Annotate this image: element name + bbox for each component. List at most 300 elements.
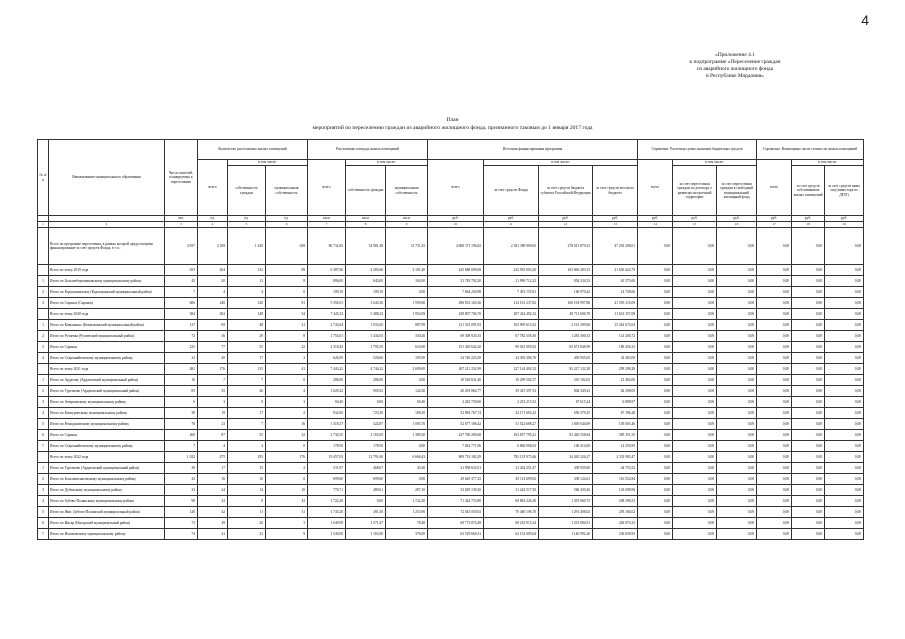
group-area: Расселяемая площадь жилых помещений	[308, 140, 428, 160]
value-cell: 0,00	[717, 441, 757, 452]
value-cell: 12 791,60	[346, 452, 386, 463]
value-cell: 10 299 502,57	[484, 375, 539, 386]
value-cell: 82 227 122,28	[539, 364, 593, 375]
table-row	[38, 364, 864, 375]
value-cell: 626,50	[308, 353, 346, 364]
value-cell: 0,00	[673, 529, 717, 540]
col-ref1-a: за счет переселения граждан по договору о развитии застроенной территории	[673, 166, 717, 216]
value-cell: 0,00	[638, 342, 673, 353]
row-number-cell	[38, 452, 49, 463]
value-cell: 0,00	[717, 485, 757, 496]
value-cell: 0,00	[792, 228, 825, 265]
value-cell: 43	[165, 474, 198, 485]
value-cell: 29 114 699,92	[484, 474, 539, 485]
value-cell: 0,00	[757, 320, 792, 331]
value-cell: 1 353 960,75	[539, 496, 593, 507]
value-cell: 5 488,23	[346, 309, 386, 320]
value-cell: 1 005,70	[386, 419, 428, 430]
unit-cell: руб.	[673, 216, 717, 222]
value-cell: 7 445,32	[308, 309, 346, 320]
municipality-cell: Итого по Рузаевка (Рузаевский муниципальный район)	[49, 331, 165, 342]
value-cell: 0,00	[825, 342, 864, 353]
value-cell: 2 734,55	[308, 430, 346, 441]
value-cell: 425 688 009,69	[428, 265, 484, 276]
value-cell: 0,00	[638, 364, 673, 375]
value-cell: 0,00	[825, 496, 864, 507]
value-cell: 0,00	[792, 386, 825, 397]
value-cell: 98	[165, 496, 198, 507]
value-cell: 32 171 692,23	[484, 408, 539, 419]
value-cell: 0,00	[825, 353, 864, 364]
value-cell: 0,00	[638, 474, 673, 485]
value-cell: 214 161 237,82	[484, 298, 539, 309]
value-cell: 0,00	[825, 276, 864, 287]
unit-cell: руб.	[484, 216, 539, 222]
value-cell: 653	[165, 265, 198, 276]
value-cell: 0,00	[825, 287, 864, 298]
value-cell: 39	[165, 463, 198, 474]
value-cell: 72	[165, 331, 198, 342]
value-cell: 639	[266, 228, 308, 265]
table-row	[38, 529, 864, 540]
value-cell: 0	[266, 287, 308, 298]
value-cell: 0,00	[386, 287, 428, 298]
value-cell: 0,00	[638, 518, 673, 529]
row-number-cell	[38, 364, 49, 375]
value-cell: 4	[198, 287, 228, 298]
value-cell: 1 022	[165, 452, 198, 463]
col-area-municipal: муниципальная собственность	[386, 166, 428, 216]
unit-cell: кв.м	[386, 216, 428, 222]
column-number-cell: 13	[593, 222, 638, 228]
value-cell: 0,00	[717, 496, 757, 507]
value-cell: 70 460 106,70	[484, 507, 539, 518]
column-number-cell: 7	[308, 222, 346, 228]
municipality-cell: Всего по этапу 2020 года	[49, 309, 165, 320]
value-cell: 6 387,06	[308, 265, 346, 276]
table-row	[38, 375, 864, 386]
value-cell: 0,00	[757, 507, 792, 518]
value-cell: 0,00	[717, 397, 757, 408]
value-cell: 0,00	[346, 496, 386, 507]
col-ref1-b: за счет переселения граждан в свободный муниципальный жилищный фонд	[717, 166, 757, 216]
value-cell: 0,00	[717, 463, 757, 474]
value-cell: 0,00	[638, 331, 673, 342]
value-cell: 78	[165, 419, 198, 430]
value-cell: 4	[228, 287, 266, 298]
value-cell: 0,00	[792, 265, 825, 276]
value-cell: 0,00	[717, 507, 757, 518]
value-cell: 299 298,28	[593, 364, 638, 375]
value-cell: 0,00	[757, 408, 792, 419]
value-cell: 0,00	[792, 496, 825, 507]
row-number-cell	[38, 309, 49, 320]
value-cell: 8	[266, 276, 308, 287]
value-cell: 0,00	[757, 430, 792, 441]
value-cell: 0,00	[638, 441, 673, 452]
table-row	[38, 331, 864, 342]
value-cell: 0,00	[825, 228, 864, 265]
value-cell: 3	[266, 353, 308, 364]
municipality-cell: Всего по этапу 2021 года	[49, 364, 165, 375]
value-cell: 6 666,43	[386, 452, 428, 463]
value-cell: 124,30	[386, 386, 428, 397]
value-cell: 21 482,00	[593, 375, 638, 386]
value-cell: 2 263 739,60	[428, 397, 484, 408]
value-cell: 0,00	[638, 419, 673, 430]
value-cell: 293	[228, 452, 266, 463]
value-cell: 49 711 606,78	[539, 309, 593, 320]
table-row	[38, 342, 864, 353]
value-cell: 0,00	[717, 518, 757, 529]
value-cell: 151 430 642,20	[428, 342, 484, 353]
municipality-cell: Итого по Ромодановскому муниципальному району	[49, 419, 165, 430]
municipality-cell: Всего по этапу 2019 года	[49, 265, 165, 276]
value-cell: 55	[228, 342, 266, 353]
value-cell: 1 389,30	[386, 430, 428, 441]
value-cell: 52 677 186,42	[428, 419, 484, 430]
value-cell: 0,00	[792, 331, 825, 342]
municipality-cell: Итого по Ардатову (Ардатовский муниципальный район)	[49, 375, 165, 386]
value-cell: 0,00	[825, 265, 864, 276]
table-row	[38, 287, 864, 298]
col-no: № п/п	[38, 140, 49, 216]
column-number-cell: 8	[346, 222, 386, 228]
value-cell: 143 698,90	[593, 485, 638, 496]
value-cell: 121 333 091,93	[428, 320, 484, 331]
value-cell: 0,00	[757, 452, 792, 463]
value-cell: 68 233 915,24	[484, 518, 539, 529]
unit-cell: ед.	[198, 216, 228, 222]
value-cell: 238 807 706,70	[428, 309, 484, 320]
value-cell: 7 664 250,98	[428, 287, 484, 298]
municipality-cell: Итого по Кочкуровскому муниципальному району	[49, 408, 165, 419]
column-number-cell: 9	[386, 222, 428, 228]
value-cell: 0,00	[717, 276, 757, 287]
value-cell: 31 751,35	[386, 228, 428, 265]
value-cell: 132	[228, 265, 266, 276]
value-cell: 1 939,60	[386, 298, 428, 309]
value-cell: 0,00	[757, 518, 792, 529]
value-cell: 71 424 753,80	[428, 496, 484, 507]
value-cell: 89	[266, 265, 308, 276]
value-cell: 439 959,06	[539, 463, 593, 474]
value-cell: 176	[198, 364, 228, 375]
table-row	[38, 419, 864, 430]
group-rooms: Количество расселяемых жилых помещений	[198, 140, 308, 160]
municipality-cell: Итого по Саранск	[49, 430, 165, 441]
value-cell: 227 124 492,32	[484, 364, 539, 375]
value-cell: 31 224 517,50	[484, 485, 539, 496]
value-cell: 74	[165, 529, 198, 540]
value-cell: 7	[228, 375, 266, 386]
value-cell: 656 379,25	[539, 408, 593, 419]
value-cell: 0,00	[673, 430, 717, 441]
value-cell: 1 745,20	[308, 507, 346, 518]
value-cell: 585 351,55	[593, 430, 638, 441]
value-cell: 286,00	[346, 375, 386, 386]
value-cell: 0,00	[757, 397, 792, 408]
unit-cell: руб.	[638, 216, 673, 222]
value-cell: 322,87	[346, 419, 386, 430]
value-cell: 0,00	[386, 441, 428, 452]
value-cell: 0,00	[825, 441, 864, 452]
value-cell: 0	[266, 441, 308, 452]
value-cell: 232 935 003,20	[484, 265, 539, 276]
table-row	[38, 518, 864, 529]
value-cell: 15	[228, 463, 266, 474]
value-cell: 0,00	[792, 320, 825, 331]
value-cell: 51 522 688,27	[484, 419, 539, 430]
value-cell: 73	[165, 518, 198, 529]
value-cell: 105 003,46	[593, 419, 638, 430]
value-cell: 0,00	[638, 463, 673, 474]
group-ref-compensation: Справочно: Возмещение части стоимости жилых помещений	[757, 140, 864, 160]
table-row	[38, 265, 864, 276]
value-cell: 16	[266, 419, 308, 430]
municipality-cell: Итого по Ковылкино (Ковылкинский муниципальный район)	[49, 320, 165, 331]
value-cell: 61 575,60	[593, 276, 638, 287]
value-cell: 267 211 232,99	[428, 364, 484, 375]
municipality-cell: Итого по Явас (Зубово-Полянский муниципальный район)	[49, 507, 165, 518]
column-number-cell: 11	[484, 222, 539, 228]
value-cell: 1 722,20	[308, 496, 346, 507]
value-cell: 0,00	[638, 386, 673, 397]
value-cell: 0,00	[825, 320, 864, 331]
value-cell: 2 165,05	[346, 430, 386, 441]
appendix-line: «Приложение 4.1	[715, 52, 755, 58]
unit-cell: кв.м	[346, 216, 386, 222]
value-cell: 0,00	[638, 320, 673, 331]
value-cell: 0,00	[757, 485, 792, 496]
value-cell: 0,00	[638, 430, 673, 441]
value-cell: 0,00	[717, 386, 757, 397]
row-number-cell	[38, 228, 49, 265]
table-row	[38, 408, 864, 419]
value-cell: 1 754,01	[308, 331, 346, 342]
value-cell: 468,67	[346, 463, 386, 474]
value-cell: 65 673 848,99	[539, 342, 593, 353]
value-cell: 165 066 283,53	[539, 265, 593, 276]
value-cell: 39	[165, 408, 198, 419]
value-cell: 0,00	[757, 364, 792, 375]
value-cell: 0,00	[717, 353, 757, 364]
value-cell: 4 068 371 196,82	[428, 228, 484, 265]
value-cell: 0,00	[825, 529, 864, 540]
row-number-cell: 3	[38, 485, 49, 496]
col-ref2-total: всего	[757, 160, 792, 216]
value-cell: 20	[198, 353, 228, 364]
value-cell: 0,00	[792, 287, 825, 298]
value-cell: 32	[165, 353, 198, 364]
value-cell: 0,00	[792, 507, 825, 518]
value-cell: 0,00	[638, 228, 673, 265]
value-cell: 264	[198, 265, 228, 276]
value-cell: 2 743,64	[308, 320, 346, 331]
value-cell: 0,00	[825, 309, 864, 320]
value-cell: 120	[228, 298, 266, 309]
value-cell: 0,00	[825, 364, 864, 375]
ref1-in-number: в том числе:	[673, 160, 757, 166]
value-cell: 287,10	[386, 485, 428, 496]
value-cell: 44 753,52	[593, 463, 638, 474]
value-cell: 2 381 389 909,65	[484, 228, 539, 265]
row-number-cell	[38, 265, 49, 276]
municipality-cell: Итого по Ичалковскому муниципальному району	[49, 529, 165, 540]
value-cell: 804 349,23	[539, 386, 593, 397]
value-cell: 854 334,52	[539, 276, 593, 287]
value-cell: 21 958 652,01	[428, 463, 484, 474]
row-number-cell: 3	[38, 298, 49, 309]
value-cell: 723,30	[346, 408, 386, 419]
value-cell: 0,00	[673, 320, 717, 331]
value-cell: 0,00	[673, 375, 717, 386]
unit-cell: руб.	[825, 216, 864, 222]
value-cell: 6	[165, 397, 198, 408]
value-cell: 4 937	[165, 228, 198, 265]
value-cell: 0,00	[757, 298, 792, 309]
municipality-cell: Итого по Атюрьевскому муниципальному району	[49, 397, 165, 408]
value-cell: 6 898,97	[593, 397, 638, 408]
value-cell: 7	[165, 287, 198, 298]
value-cell: 0,00	[673, 228, 717, 265]
table-row	[38, 353, 864, 364]
value-cell: 43,30	[386, 463, 428, 474]
value-cell: 19 457,03	[308, 452, 346, 463]
value-cell: 0,00	[386, 474, 428, 485]
value-cell: 21 593 116,09	[593, 298, 638, 309]
value-cell: 809 733 182,29	[428, 452, 484, 463]
value-cell: 8	[266, 331, 308, 342]
value-cell: 0,00	[717, 375, 757, 386]
value-cell: 202	[198, 309, 228, 320]
value-cell: 0,00	[673, 386, 717, 397]
municipality-cell: Всего по этапу 2022 года	[49, 452, 165, 463]
value-cell: 85	[165, 386, 198, 397]
value-cell: 1 283 360,33	[539, 331, 593, 342]
value-cell: 0,00	[673, 463, 717, 474]
value-cell: 616,90	[386, 342, 428, 353]
value-cell: 19	[198, 408, 228, 419]
value-cell: 293 184,02	[593, 507, 638, 518]
table-row	[38, 485, 864, 496]
value-cell: 0,00	[638, 397, 673, 408]
value-cell: 7	[165, 441, 198, 452]
value-cell: 0,00	[757, 353, 792, 364]
value-cell: 0,00	[673, 342, 717, 353]
value-cell: 0,00	[825, 408, 864, 419]
municipality-cell: Итого по Тургенево (Ардатовский муниципальный район)	[49, 463, 165, 474]
value-cell: 199,10	[346, 287, 386, 298]
value-cell: 69	[198, 320, 228, 331]
value-cell: 1 233 084,91	[539, 518, 593, 529]
subtitle-line: мероприятий по переселению граждан из аварийного жилищного фонда, признанного таковым до 1 января 2017 года	[312, 125, 593, 132]
column-number-cell: 12	[539, 222, 593, 228]
appendix-line: из аварийного жилищного фонда	[696, 66, 774, 73]
value-cell: 0,00	[792, 375, 825, 386]
value-cell: 0,00	[673, 419, 717, 430]
value-cell: 0,00	[717, 331, 757, 342]
value-cell: 1 434,03	[346, 331, 386, 342]
value-cell: 0,00	[792, 529, 825, 540]
value-cell: 33 029 139,20	[428, 485, 484, 496]
row-number-cell: 2	[38, 386, 49, 397]
value-cell: 0,00	[825, 430, 864, 441]
value-cell: 0,00	[757, 463, 792, 474]
value-cell: 1 571,47	[346, 518, 386, 529]
value-cell: 278 615 879,23	[539, 228, 593, 265]
column-number-cell: 17	[757, 222, 792, 228]
value-cell: 0,00	[792, 408, 825, 419]
value-cell: 99 561 005,92	[484, 342, 539, 353]
row-number-cell: 1	[38, 276, 49, 287]
column-number-cell: 6	[266, 222, 308, 228]
value-cell: 34 265 226,27	[539, 452, 593, 463]
rooms-in-number: в том числе:	[228, 160, 308, 166]
value-cell: 0,00	[717, 228, 757, 265]
value-cell: 0,00	[638, 353, 673, 364]
value-cell: 0,00	[673, 441, 717, 452]
table-row	[38, 276, 864, 287]
col-municipality: Наименование муниципального образования	[49, 140, 165, 216]
value-cell: 77	[198, 342, 228, 353]
value-cell: 0,00	[825, 507, 864, 518]
value-cell: 10 520 631,40	[428, 375, 484, 386]
col-rooms-owned: собственность граждан	[228, 166, 266, 216]
value-cell: 21 990 712,22	[484, 276, 539, 287]
value-cell: 31 749 792,20	[428, 276, 484, 287]
municipality-cell: Итого по Большеигнатовскому муниципальному району	[49, 474, 165, 485]
unit-cell: руб.	[717, 216, 757, 222]
value-cell: 0,00	[717, 298, 757, 309]
value-cell: 489,61	[346, 485, 386, 496]
row-number-cell: 2	[38, 287, 49, 298]
value-cell: 2 169	[198, 228, 228, 265]
value-cell: 3	[198, 397, 228, 408]
value-cell: 0,00	[673, 353, 717, 364]
value-cell: 41	[266, 364, 308, 375]
title-line: План	[446, 117, 459, 123]
value-cell: 0,00	[717, 320, 757, 331]
value-cell: 11	[228, 507, 266, 518]
value-cell: 1 253,90	[386, 507, 428, 518]
value-cell: 0,00	[638, 276, 673, 287]
value-cell: 2	[266, 408, 308, 419]
value-cell: 0,00	[825, 452, 864, 463]
value-cell: 0,00	[717, 474, 757, 485]
group-finance: Источник финансирования программы	[428, 140, 638, 160]
column-number-cell: 19	[825, 222, 864, 228]
col-residents: Число жителей, планируемых к переселению	[165, 140, 198, 216]
value-cell: 62 152 009,04	[484, 529, 539, 540]
value-cell: 282 874,33	[593, 518, 638, 529]
col-area-total: всего	[308, 160, 346, 216]
table-row	[38, 463, 864, 474]
value-cell: 475	[198, 452, 228, 463]
table-row	[38, 309, 864, 320]
value-cell: 0,00	[825, 386, 864, 397]
col-ref1-total: всего	[638, 160, 673, 216]
value-cell: 42	[198, 507, 228, 518]
document-title	[0, 116, 905, 132]
row-number-cell: 6	[38, 430, 49, 441]
value-cell: 63 529 660,31	[428, 529, 484, 540]
row-number-cell: 7	[38, 441, 49, 452]
value-cell: 296 033 163,36	[428, 298, 484, 309]
value-cell: 0,00	[673, 331, 717, 342]
row-number-cell: 2	[38, 331, 49, 342]
finance-in-number: в том числе:	[484, 160, 638, 166]
